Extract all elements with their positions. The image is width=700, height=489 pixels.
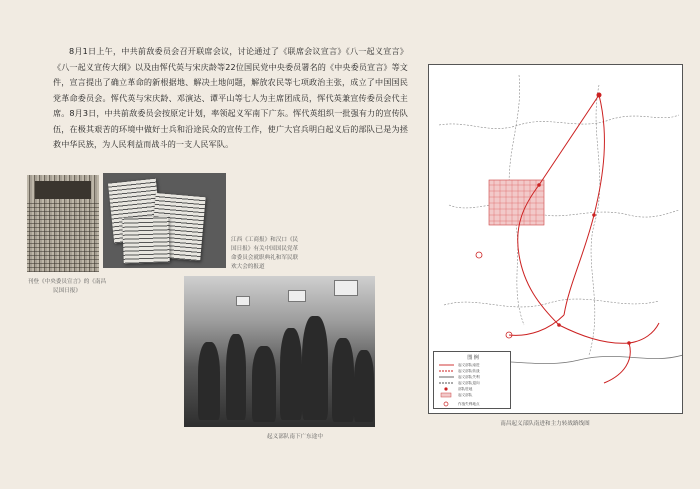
legend-item: 作战失利地点 <box>458 401 480 406</box>
map-legend <box>433 351 511 409</box>
documents-photo <box>103 173 226 268</box>
body-paragraph: 8月1日上午，中共前敌委员会召开联席会议，讨论通过了《联席会议宣言》《八一起义宣言》《八一起义宣传大纲》以及由恽代英与宋庆龄等22位国民党中央委员署名的《中央委员宣言》等文件，宣言提出了确立革命的新根据地、解决土地问题，解放农民等七项政治主张，成立了中国国民党革命委员会。恽代英与宋庆龄、邓演达、谭平山等七人为主席团成员，恽代英兼宣传委员会代主席。8月3日，中共前敌委员会按原定计划，率领起义军南下广东。恽代英组织一批强有力的宣传队伍，在极其艰苦的环境中做好士兵和沿途民众的宣传工作，使广大官兵明白起义后的部队已是为拯救中华民族，为人民利益而战斗的一支人民军队。 <box>53 46 408 149</box>
legend-item: 起义部队失利 <box>458 374 480 379</box>
newspaper-caption: 刊登《中央委员宣言》的《南昌民国日报》 <box>27 279 107 294</box>
documents-caption: 江西《工商报》和汉口《民国日报》有关中国国民党革命委员会就职典礼和军民联欢大会的报道 <box>231 237 299 270</box>
legend-item: 部队驻地 <box>458 386 473 391</box>
legend-item: 起义部队退向 <box>458 380 480 385</box>
march-caption: 起义部队南下广东途中 <box>267 434 323 440</box>
map-caption: 南昌起义部队南进和主力转战路线图 <box>500 421 590 427</box>
march-photo <box>184 276 375 427</box>
legend-item: 起义部队转战 <box>458 368 480 373</box>
newspaper-photo <box>27 175 99 272</box>
legend-item: 起义部队 <box>458 392 473 397</box>
legend-item: 起义部队南进 <box>458 362 480 367</box>
legend-title: 图 例 <box>467 355 479 361</box>
